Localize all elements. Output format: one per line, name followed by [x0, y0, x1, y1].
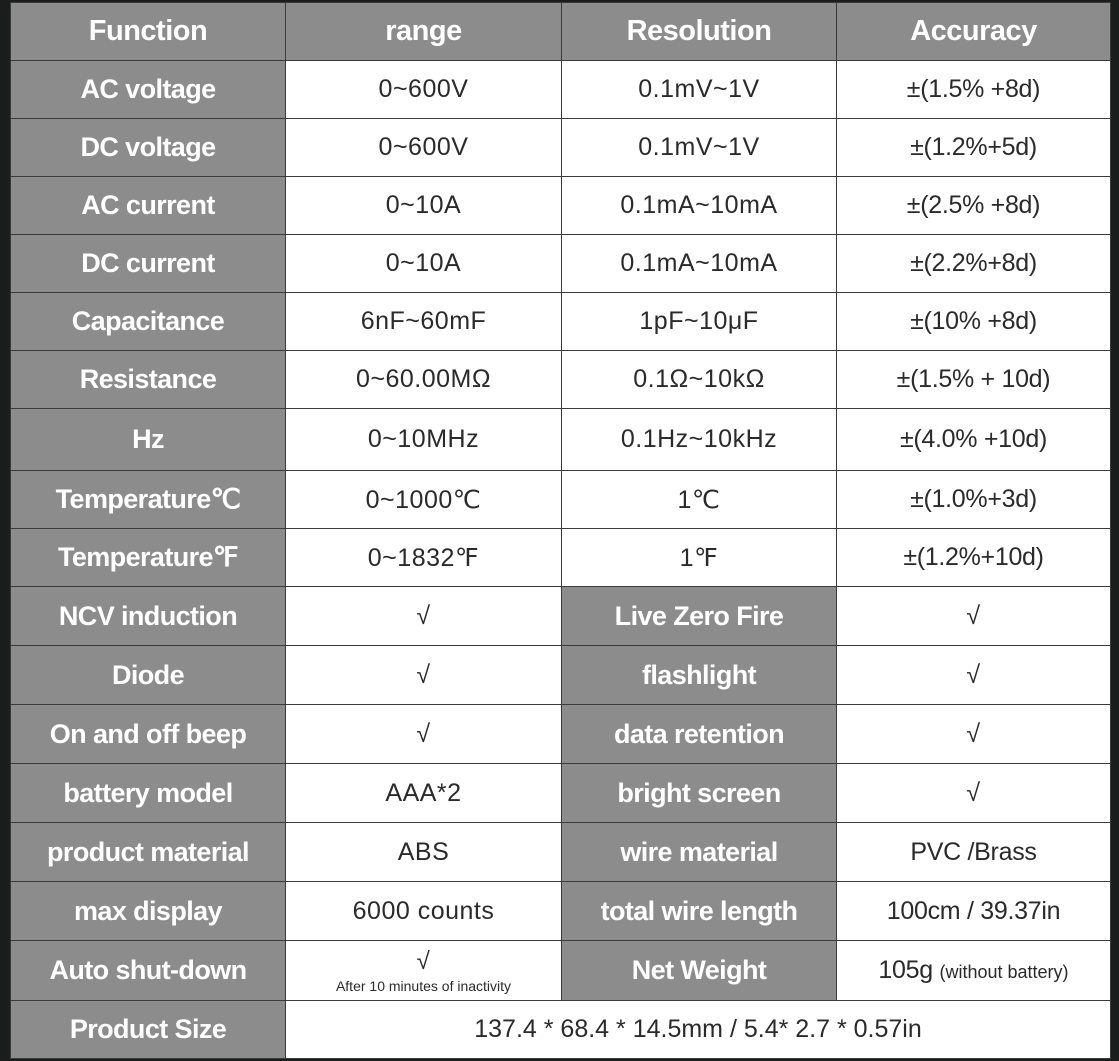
range-value: 0~10MHz	[286, 409, 562, 471]
function-label: DC voltage	[11, 119, 286, 177]
feature-row-material	[11, 823, 1111, 882]
header-function: Function	[11, 3, 286, 61]
range-value: 0~10A	[286, 235, 562, 293]
resolution-value: 1pF~10μF	[562, 293, 837, 351]
accuracy-value: ±(1.0%+3d)	[837, 471, 1111, 529]
measurement-row-resistance	[11, 351, 1111, 409]
measurement-row-frequency	[11, 409, 1111, 471]
measurement-row-ac-voltage	[11, 61, 1111, 119]
feature-label: bright screen	[562, 764, 837, 823]
feature-label: Net Weight	[562, 941, 837, 1001]
check-icon: √	[837, 764, 1111, 823]
accuracy-value: ±(4.0% +10d)	[837, 409, 1111, 471]
weight-value: 105g	[878, 956, 933, 984]
accuracy-value: ±(1.5% +8d)	[837, 61, 1111, 119]
feature-value: AAA*2	[286, 764, 562, 823]
accuracy-value: ±(1.5% + 10d)	[837, 351, 1111, 409]
accuracy-value: ±(2.5% +8d)	[837, 177, 1111, 235]
resolution-value: 0.1mV~1V	[562, 119, 837, 177]
feature-row-ncv	[11, 587, 1111, 646]
feature-label: Diode	[11, 646, 286, 705]
check-icon: √	[286, 646, 562, 705]
function-label: AC voltage	[11, 61, 286, 119]
check-icon: √	[837, 705, 1111, 764]
product-size-value: 137.4 * 68.4 * 14.5mm / 5.4* 2.7 * 0.57in	[286, 1001, 1111, 1059]
feature-label: battery model	[11, 764, 286, 823]
spec-table	[10, 2, 1111, 1059]
range-value: 6nF~60mF	[286, 293, 562, 351]
range-value: 0~600V	[286, 119, 562, 177]
feature-label: max display	[11, 882, 286, 941]
feature-row-diode	[11, 646, 1111, 705]
feature-label: Live Zero Fire	[562, 587, 837, 646]
feature-value: ABS	[286, 823, 562, 882]
range-value: 0~1832℉	[286, 529, 562, 587]
measurement-row-temperature-c	[11, 471, 1111, 529]
feature-row-display	[11, 882, 1111, 941]
weight-note: (without battery)	[939, 962, 1069, 982]
function-label: Capacitance	[11, 293, 286, 351]
check-icon: √	[837, 646, 1111, 705]
header-resolution: Resolution	[562, 3, 837, 61]
header-row	[11, 3, 1111, 61]
measurement-row-dc-voltage	[11, 119, 1111, 177]
accuracy-value: ±(10% +8d)	[837, 293, 1111, 351]
header-range: range	[286, 3, 562, 61]
measurement-row-capacitance	[11, 293, 1111, 351]
feature-label: On and off beep	[11, 705, 286, 764]
auto-shutdown-value	[286, 941, 562, 1001]
accuracy-value: ±(2.2%+8d)	[837, 235, 1111, 293]
function-label: Resistance	[11, 351, 286, 409]
range-value: 0~60.00MΩ	[286, 351, 562, 409]
function-label: Temperature℃	[11, 471, 286, 529]
feature-label: data retention	[562, 705, 837, 764]
spec-sheet	[10, 2, 1110, 1058]
range-value: 0~600V	[286, 61, 562, 119]
feature-label: flashlight	[562, 646, 837, 705]
accuracy-value: ±(1.2%+5d)	[837, 119, 1111, 177]
function-label: Temperature℉	[11, 529, 286, 587]
check-icon: √	[837, 587, 1111, 646]
feature-label: NCV induction	[11, 587, 286, 646]
feature-label: product material	[11, 823, 286, 882]
resolution-value: 0.1mA~10mA	[562, 177, 837, 235]
measurement-row-ac-current	[11, 177, 1111, 235]
product-size-row	[11, 1001, 1111, 1059]
header-accuracy: Accuracy	[837, 3, 1111, 61]
feature-row-battery	[11, 764, 1111, 823]
feature-value: PVC /Brass	[837, 823, 1111, 882]
resolution-value: 0.1mA~10mA	[562, 235, 837, 293]
net-weight-value	[837, 941, 1111, 1001]
auto-shutdown-note: After 10 minutes of inactivity	[335, 978, 512, 994]
feature-row-beep	[11, 705, 1111, 764]
feature-label: wire material	[562, 823, 837, 882]
function-label: DC current	[11, 235, 286, 293]
feature-label: Product Size	[11, 1001, 286, 1059]
feature-value: 6000 counts	[286, 882, 562, 941]
function-label: Hz	[11, 409, 286, 471]
range-value: 0~1000℃	[286, 471, 562, 529]
measurement-row-temperature-f	[11, 529, 1111, 587]
feature-label: total wire length	[562, 882, 837, 941]
check-icon: √	[286, 587, 562, 646]
accuracy-value: ±(1.2%+10d)	[837, 529, 1111, 587]
feature-value: 100cm / 39.37in	[837, 882, 1111, 941]
check-icon: √	[286, 705, 562, 764]
feature-row-auto-shutdown	[11, 941, 1111, 1001]
resolution-value: 0.1Hz~10kHz	[562, 409, 837, 471]
resolution-value: 1℉	[562, 529, 837, 587]
resolution-value: 0.1Ω~10kΩ	[562, 351, 837, 409]
feature-label: Auto shut-down	[11, 941, 286, 1001]
measurement-row-dc-current	[11, 235, 1111, 293]
resolution-value: 1℃	[562, 471, 837, 529]
range-value: 0~10A	[286, 177, 562, 235]
check-icon: √	[416, 948, 431, 975]
resolution-value: 0.1mV~1V	[562, 61, 837, 119]
function-label: AC current	[11, 177, 286, 235]
